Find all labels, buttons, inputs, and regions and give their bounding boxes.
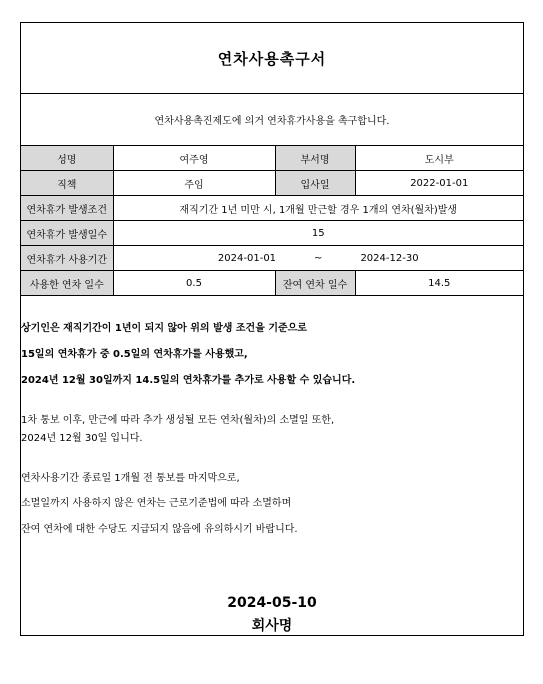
body-note-line-1: 1차 통보 이후, 만근에 따라 추가 생성될 모든 연차(월차)의 소멸일 또한, (21, 415, 335, 426)
name-value: 여주영 (113, 146, 275, 171)
document-date: 2024-05-10 (227, 595, 317, 611)
period-separator: ~ (314, 252, 323, 264)
body-bold-line-3: 2024년 12월 30일까지 14.5일의 연차휴가를 추가로 사용할 수 있습니다. (21, 375, 356, 386)
join-date-value: 2022-01-01 (355, 171, 523, 196)
condition-value: 재직기간 1년 미만 시, 1개월 만근할 경우 1개의 연차(월차)발생 (113, 196, 523, 221)
info-table (21, 145, 523, 296)
condition-label: 연차휴가 발생조건 (21, 196, 113, 221)
dept-value: 도시부 (355, 146, 523, 171)
body-note-line-4: 소멸일까지 사용하지 않은 연차는 근로기준법에 따라 소멸하며 (21, 498, 292, 509)
body-note-line-2: 2024년 12월 30일 입니다. (21, 433, 143, 444)
leave-days-value: 15 (113, 221, 523, 246)
table-row (21, 246, 523, 271)
document-title: 연차사용촉구서 (21, 23, 523, 94)
period-label: 연차휴가 사용기간 (21, 246, 113, 271)
intro-text: 연차사용촉진제도에 의거 연차휴가사용을 촉구합니다. (21, 93, 523, 146)
company-name: 회사명 (251, 618, 293, 634)
position-label: 직책 (21, 171, 113, 196)
body-bold-line-1: 상기인은 재직기간이 1년이 되지 않아 위의 발생 조건을 기준으로 (21, 323, 307, 334)
table-row (21, 146, 523, 171)
used-days-value: 0.5 (113, 271, 275, 296)
remaining-days-value: 14.5 (355, 271, 523, 296)
table-row (21, 221, 523, 246)
period-value (113, 246, 523, 271)
name-label: 성명 (21, 146, 113, 171)
table-row (21, 171, 523, 196)
period-start: 2024-01-01 (217, 252, 277, 264)
body-note-line-5: 잔여 연차에 대한 수당도 지급되지 않음에 유의하시기 바랍니다. (21, 524, 298, 535)
table-row (21, 196, 523, 221)
body-note-line-3: 연차사용기간 종료일 1개월 전 통보를 마지막으로, (21, 473, 240, 484)
remaining-days-label: 잔여 연차 일수 (275, 271, 355, 296)
join-date-label: 입사일 (275, 171, 355, 196)
leave-days-label: 연차휴가 발생일수 (21, 221, 113, 246)
table-row (21, 271, 523, 296)
used-days-label: 사용한 연차 일수 (21, 271, 113, 296)
position-value: 주임 (113, 171, 275, 196)
dept-label: 부서명 (275, 146, 355, 171)
document-frame (20, 22, 524, 636)
period-end: 2024-12-30 (360, 252, 419, 264)
body-bold-line-2: 15일의 연차휴가 중 0.5일의 연차휴가를 사용했고, (21, 349, 248, 360)
